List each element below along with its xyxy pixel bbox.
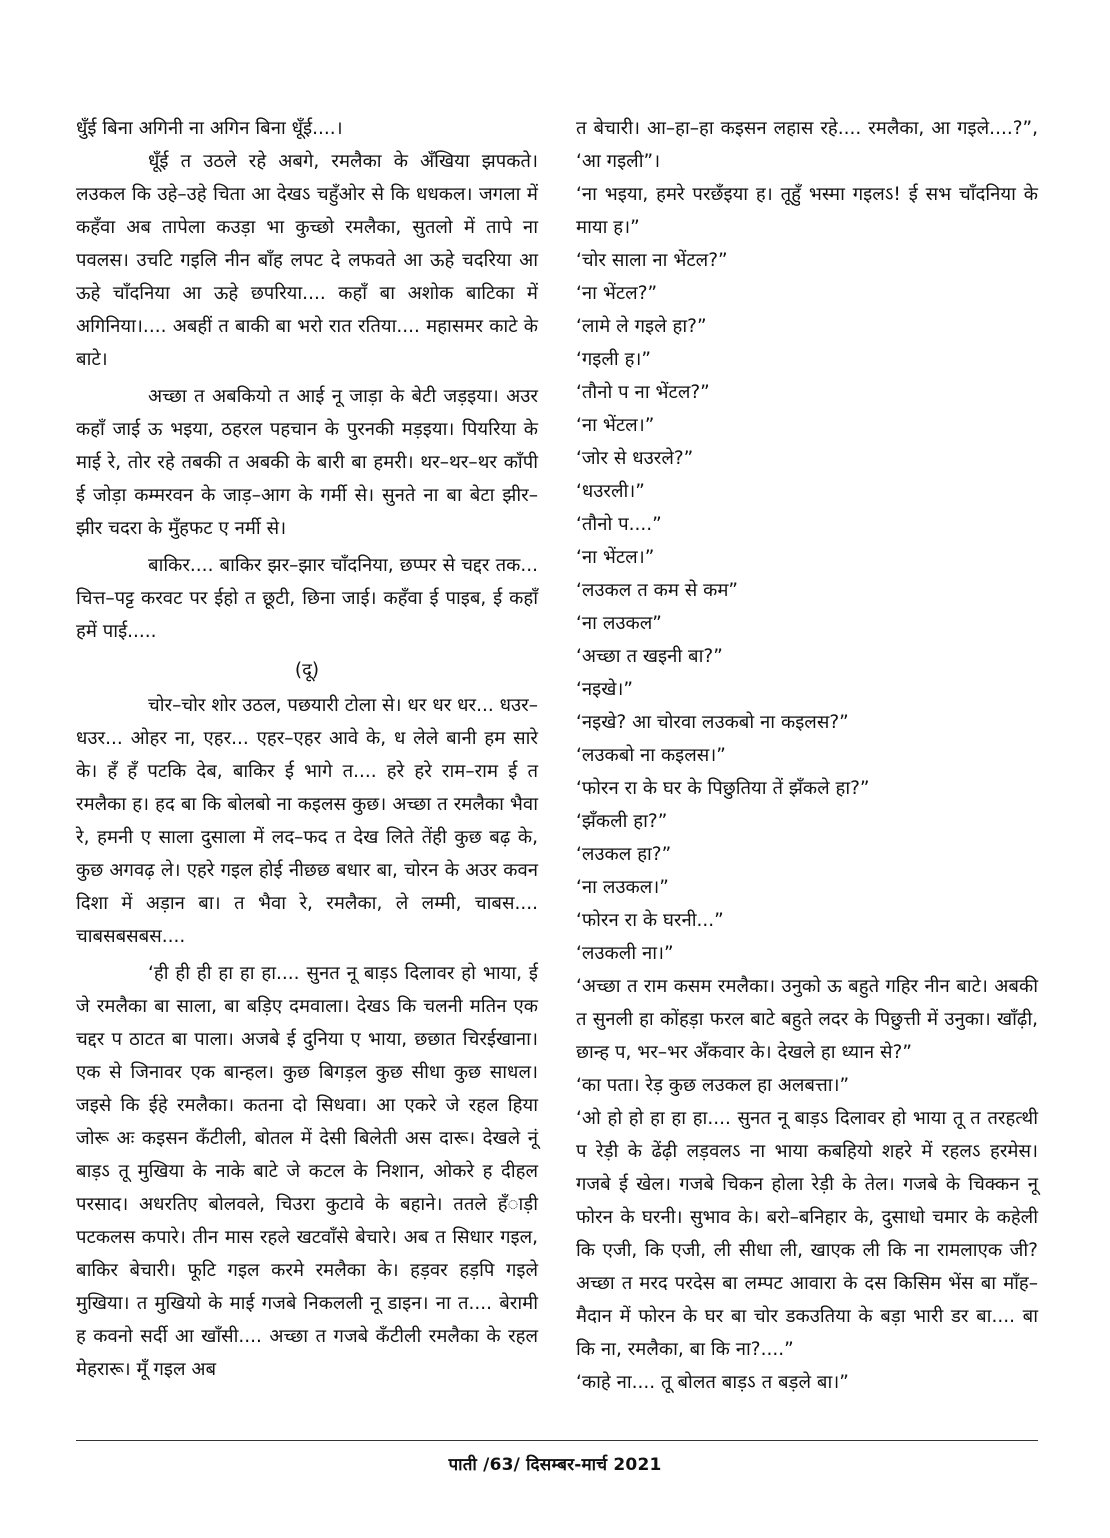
dialogue-line: ‘काहे ना.... तू बोलत बाड़ऽ त बड़ले बा।” bbox=[576, 1372, 849, 1393]
dialogue-line: ‘लामे ले गइले हा?” bbox=[576, 316, 707, 337]
dialogue-line: ‘लउकली ना।” bbox=[576, 943, 674, 964]
paragraph: धूँई त उठले रहे अबगे, रमलैका के अँखिया झपकते। लउकल कि उहे–उहे चिता आ देखऽ चहुँओर से कि धधकल। जगला में कहँवा अब तापेला कउड़ा भा कुच्छो रमलैका, सुतलो में तापे ना पवलस। उचटि गइलि नीन बाँह लपट दे लफवते आ ऊहे चदरिया आ ऊहे चाँदनिया आ ऊहे छपरिया.... कहाँ बा अशोक बाटिका में अगिनिया।.... अबहीं त बाकी बा भरो रात रतिया.... महासमर काटे के बाटे। bbox=[76, 151, 538, 370]
paragraph: बाकिर.... बाकिर झर–झार चाँदनिया, छप्पर से चद्दर तक... चित्त–पट्ट करवट पर ईहो त छूटी, छिना जाई। कहँवा ई पाइब, ई कहाँ हमें पाई..... bbox=[76, 555, 538, 642]
dialogue-line: ‘ना लउकल।” bbox=[576, 877, 669, 898]
dialogue-line: ‘चोर साला ना भेंटल?” bbox=[576, 250, 728, 271]
dialogue-line: ‘गइली ह।” bbox=[576, 349, 652, 370]
dialogue-line: ‘लउकल हा?” bbox=[576, 844, 672, 865]
dialogue-line: ‘धउरली।” bbox=[576, 481, 645, 502]
dialogue-line: ‘ना भेंटल।” bbox=[576, 415, 655, 436]
dialogue-line: ‘लउकल त कम से कम” bbox=[576, 580, 739, 601]
paragraph: चोर–चोर शोर उठल, पछयारी टोला से। धर धर धर... धउर–धउर... ओहर ना, एहर... एहर–एहर आवे के, ध लेले बानी हम सारे के। हँ हँ पटकि देब, बाकिर ई भागे त.... हरे हरे राम–राम ई त रमलैका ह। हद बा कि बोलबो ना कइलस कुछ। अच्छा त रमलैका भैवा रे, हमनी ए साला दुसाला में लद–फद त देख लिते तेंही कुछ बढ़ के, कुछ अगवढ़ ले। एहरे गइल होई नीछछ बधार बा, चोरन के अउर कवन दिशा में अड़ान बा। त भैवा रे, रमलैका, ले लम्मी, चाबस.... चाबसबसबस.... bbox=[76, 695, 538, 947]
dialogue-line: ‘फोरन रा के घर के पिछुतिया तें झँकले हा?” bbox=[576, 778, 870, 799]
dialogue-line: ‘अच्छा त राम कसम रमलैका। उनुको ऊ बहुते गहिर नीन बाटे। अबकी त सुनली हा कोंहड़ा फरल बाटे बहुते लदर के पिछुत्ती में उनुका। खाँढ़ी, छान्ह प, भर–भर अँकवार के। देखले हा ध्यान से?” bbox=[576, 976, 1038, 1063]
dialogue-line: ‘ओ हो हो हा हा हा.... सुनत नू बाड़ऽ दिलावर हो भाया तू त तरहत्थी प रेड़ी के ढेंढ़ी लड़वलऽ ना भाया कबहियो शहरे में रहलऽ हरमेस। गजबे ई खेल। गजबे चिकन होला रेड़ी के तेल। गजबे के चिक्कन नू फोरन के घरनी। सुभाव के। बरो–बनिहार के, दुसाधो चमार के कहेली कि एजी, कि एजी, ली सीधा ली, खाएक ली कि ना रामलाएक जी? अच्छा त मरद परदेस बा लम्पट आवारा के दस किसिम भेंस बा माँह–मैदान में फोरन के घर बा चोर डकउतिया के बड़ा भारी डर बा.... बा कि ना, रमलैका, बा कि ना?....” bbox=[576, 1108, 1038, 1360]
dialogue-line: ‘झँकली हा?” bbox=[576, 811, 668, 832]
right-column bbox=[576, 112, 1038, 1399]
dialogue-line: ‘अच्छा त खइनी बा?” bbox=[576, 646, 723, 667]
footer-rule bbox=[76, 1440, 1038, 1441]
dialogue-line: ‘का पता। रेड़ कुछ लउकल हा अलबत्ता।” bbox=[576, 1075, 850, 1096]
page-footer: पाती /63/ दिसम्बर-मार्च 2021 bbox=[448, 1455, 662, 1475]
dialogue-line: त बेचारी। आ–हा–हा कइसन लहास रहे.... रमलैका, आ गइले....?”, ‘आ गइली”। bbox=[576, 118, 1038, 172]
paragraph: ‘ही ही ही हा हा हा.... सुनत नू बाड़ऽ दिलावर हो भाया, ई जे रमलैका बा साला, बा बड़िए दमवाला। देखऽ कि चलनी मतिन एक चद्दर प ठाटत बा पाला। अजबे ई दुनिया ए भाया, छछात चिरईखाना। एक से जिनावर एक बान्हल। कुछ बिगड़ल कुछ सीधा कुछ साधल। जइसे कि ईहे रमलैका। कतना दो सिधवा। आ एकरे जे रहल हिया जोरू अः कइसन कँटीली, बोतल में देसी बिलेती अस दारू। देखले नूं बाड़ऽ तू मुखिया के नाके बाटे जे कटल के निशान, ओकरे ह दीहल परसाद। अधरतिए बोलवले, चिउरा कुटावे के बहाने। ततले हँाड़ी पटकलस कपारे। तीन मास रहले खटवाँसे बेचारे। अब त सिधार गइल, बाकिर बेचारी। फूटि गइल करमे रमलैका के। हड़वर हड़पि गइले मुखिया। त मुखियो के माई गजबे निकलली नू डाइन। ना त.... बेरामी ह कवनो सर्दी आ खाँसी.... अच्छा त गजबे कँटीली रमलैका के रहल मेहरारू। मूँ गइल अब bbox=[76, 963, 538, 1380]
dialogue-line: ‘ना भेंटल?” bbox=[576, 283, 658, 304]
paragraph: धुँई बिना अगिनी ना अगिन बिना धूँई....। bbox=[76, 118, 343, 139]
dialogue-line: ‘तौनो प ना भेंटल?” bbox=[576, 382, 710, 403]
section-heading: (दू) bbox=[294, 660, 320, 681]
dialogue-line: ‘लउकबो ना कइलस।” bbox=[576, 745, 726, 766]
dialogue-line: ‘ना भेंटल।” bbox=[576, 547, 655, 568]
dialogue-line: ‘फोरन रा के घरनी...” bbox=[576, 910, 724, 931]
dialogue-line: ‘नइखे? आ चोरवा लउकबो ना कइलस?” bbox=[576, 712, 849, 733]
dialogue-line: ‘तौनो प....” bbox=[576, 514, 662, 535]
dialogue-line: ‘ना लउकल” bbox=[576, 613, 662, 634]
paragraph: अच्छा त अबकियो त आई नू जाड़ा के बेटी जड़इया। अउर कहाँ जाई ऊ भइया, ठहरल पहचान के पुरनकी मड़इया। पियरिया के माई रे, तोर रहे तबकी त अबकी के बारी बा हमरी। थर–थर–थर काँपी ई जोड़ा कम्मरवन के जाड़–आग के गर्मी से। सुनते ना बा बेटा झीर–झीर चदरा के मुँहफट ए नर्मी से। bbox=[76, 386, 538, 539]
dialogue-line: ‘नइखे।” bbox=[576, 679, 633, 700]
dialogue-line: ‘जोर से धउरले?” bbox=[576, 448, 694, 469]
dialogue-line: ‘ना भइया, हमरे परछँइया ह। तूहुँ भस्मा गइलऽ! ई सभ चाँदनिया के माया ह।” bbox=[576, 184, 1038, 238]
left-column bbox=[76, 112, 538, 1386]
